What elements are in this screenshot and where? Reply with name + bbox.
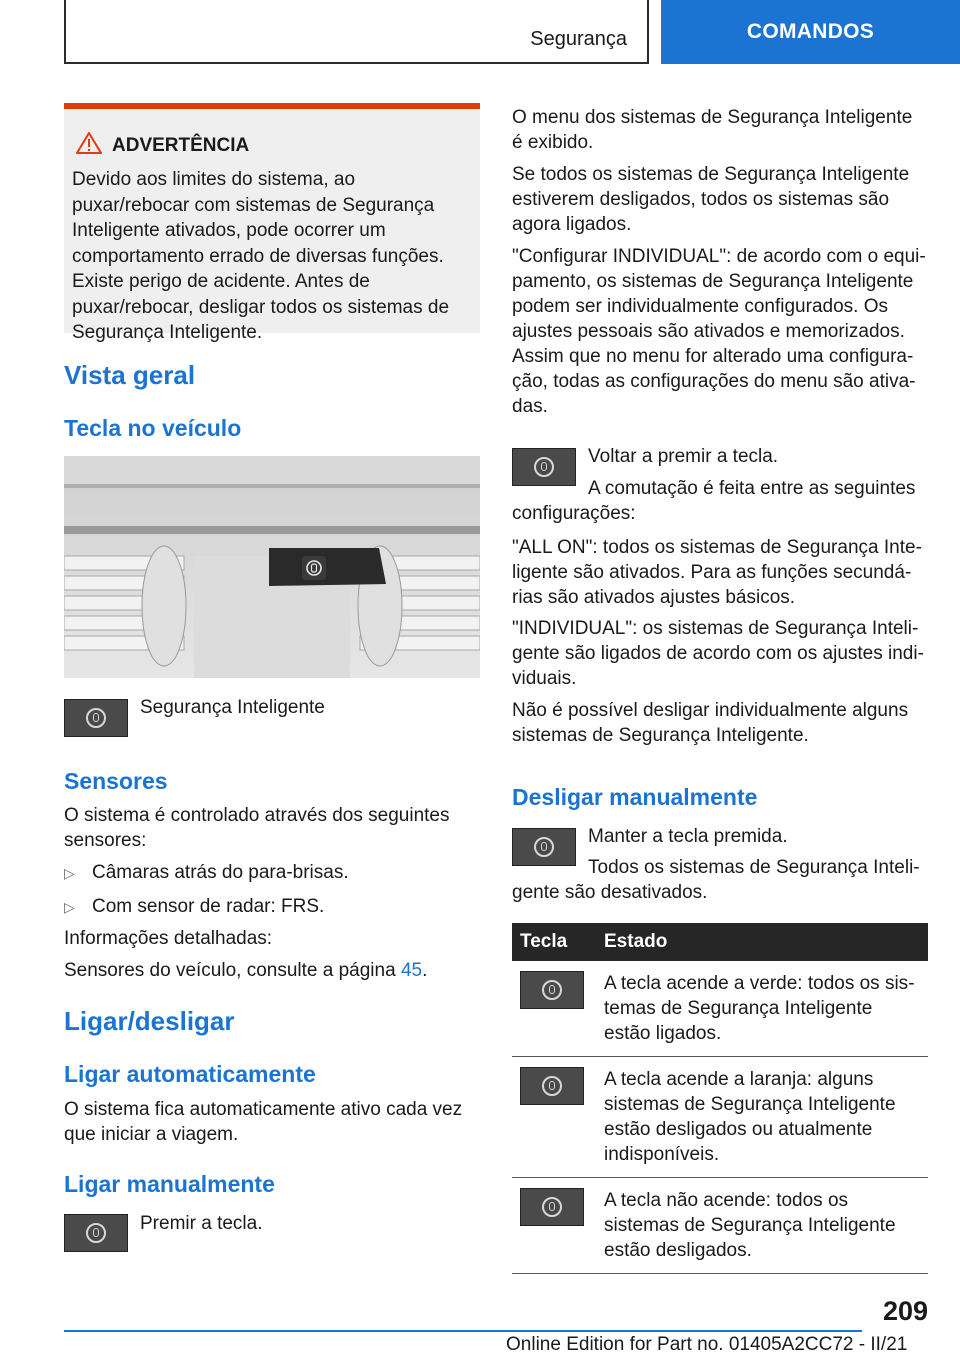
manual-off-text: Manter a tecla premida. (588, 826, 788, 847)
sensor-bullet: ▷ Câmaras atrás do para-brisas. (64, 860, 349, 886)
vehicle-key-photo (64, 456, 480, 678)
sensors-intro: O sistema é controlado através dos seguintes sensores: (64, 805, 450, 851)
table-cell-state: A tecla acende a laranja: alguns sistemas de Segurança Inteligente estão desligados ou atualmente indisponíveis. (596, 1057, 928, 1178)
safety-key-icon (520, 971, 584, 1009)
page-link[interactable]: 45 (400, 960, 423, 981)
table-header-state: Estado (596, 923, 928, 961)
page-reference: Sensores do veículo, consulte a página 45. (64, 960, 428, 981)
table-header-row (512, 923, 928, 961)
toggle-settings-text: A comutação é feita entre as seguintes configurações: (512, 478, 916, 524)
manual-on-text: Premir a tecla. (140, 1213, 263, 1234)
not-possible-text: Não é possível desligar individualmente alguns sistemas de Segurança Inteligente. (512, 700, 909, 746)
right-paragraph-3: "Configurar INDIVIDUAL": de acordo com o equipamento, os sistemas de Segurança Inteligente podem ser individualmente configurados. Os ajustes pessoais são ativados e memorizados. Assim que no menu for alterado uma configuração, todas as configurações do menu são ativadas. (512, 246, 926, 417)
header-section-title: Segurança (530, 28, 627, 50)
warning-triangle-icon (76, 131, 102, 155)
all-deactivated-text: Todos os sistemas de Segurança Inteligente são desativados. (512, 857, 920, 903)
table-cell-state: A tecla não acende: todos os sistemas de Segurança Inteligente estão desligados. (596, 1178, 928, 1274)
table-row (512, 1057, 928, 1178)
table-cell-state: A tecla acende a verde: todos os sistemas de Segurança Inteligente estão ligados. (596, 961, 928, 1057)
warning-box (64, 103, 480, 343)
header-chapter-tab: COMANDOS (661, 0, 960, 64)
footer-divider (64, 1330, 862, 1332)
footer-edition: Online Edition for Part no. 01405A2CC72 - II/21 (506, 1334, 908, 1355)
details-label: Informações detalhadas: (64, 928, 273, 949)
table-row (512, 961, 928, 1057)
heading-manual-on: Ligar manualmente (64, 1171, 275, 1197)
heading-sensors: Sensores (64, 768, 168, 794)
individual-text: "INDIVIDUAL": os sistemas de Segurança Inteligente são ligados de acordo com os ajustes individuais. (512, 618, 924, 689)
safety-key-icon (520, 1188, 584, 1226)
bullet-triangle-icon: ▷ (64, 865, 75, 881)
key-state-table (512, 923, 928, 1274)
heading-auto-on: Ligar automaticamente (64, 1061, 316, 1087)
press-again-text: Voltar a premir a tecla. (588, 446, 779, 467)
warning-title: ADVERTÊNCIA (112, 135, 250, 156)
right-paragraph-1: O menu dos sistemas de Segurança Inteligente é exibido. (512, 107, 913, 153)
warning-body: Devido aos limites do sistema, ao puxar/rebocar com sistemas de Segurança Inteligente ativados, pode ocorrer um comportamento errado de diversas funções. Existe perigo de acidente. Antes de puxar/rebocar, desligar todos os sistemas de Segurança Inteligente. (72, 169, 450, 343)
heading-overview: Vista geral (64, 360, 196, 390)
header-bar (64, 0, 649, 64)
heading-manual-off: Desligar manualmente (512, 784, 758, 810)
page-number: 209 (882, 1296, 928, 1326)
table-row (512, 1178, 928, 1274)
safety-key-icon (520, 1067, 584, 1105)
key-caption: Segurança Inteligente (140, 697, 325, 718)
safety-key-icon (64, 1214, 128, 1252)
safety-key-icon (64, 699, 128, 737)
sensor-bullet: ▷ Com sensor de radar: FRS. (64, 894, 324, 920)
table-header-key: Tecla (512, 923, 596, 961)
auto-on-text: O sistema fica automaticamente ativo cada vez que iniciar a viagem. (64, 1099, 463, 1145)
bullet-triangle-icon: ▷ (64, 899, 75, 915)
heading-key-vehicle: Tecla no veículo (64, 415, 242, 441)
heading-on-off: Ligar/desligar (64, 1006, 235, 1036)
right-paragraph-2: Se todos os sistemas de Segurança Inteligente estiverem desligados, todos os sistemas são agora ligados. (512, 164, 910, 235)
all-on-text: "ALL ON": todos os sistemas de Segurança Inteligente são ativados. Para as funções secundárias são ativados ajustes básicos. (512, 537, 922, 608)
